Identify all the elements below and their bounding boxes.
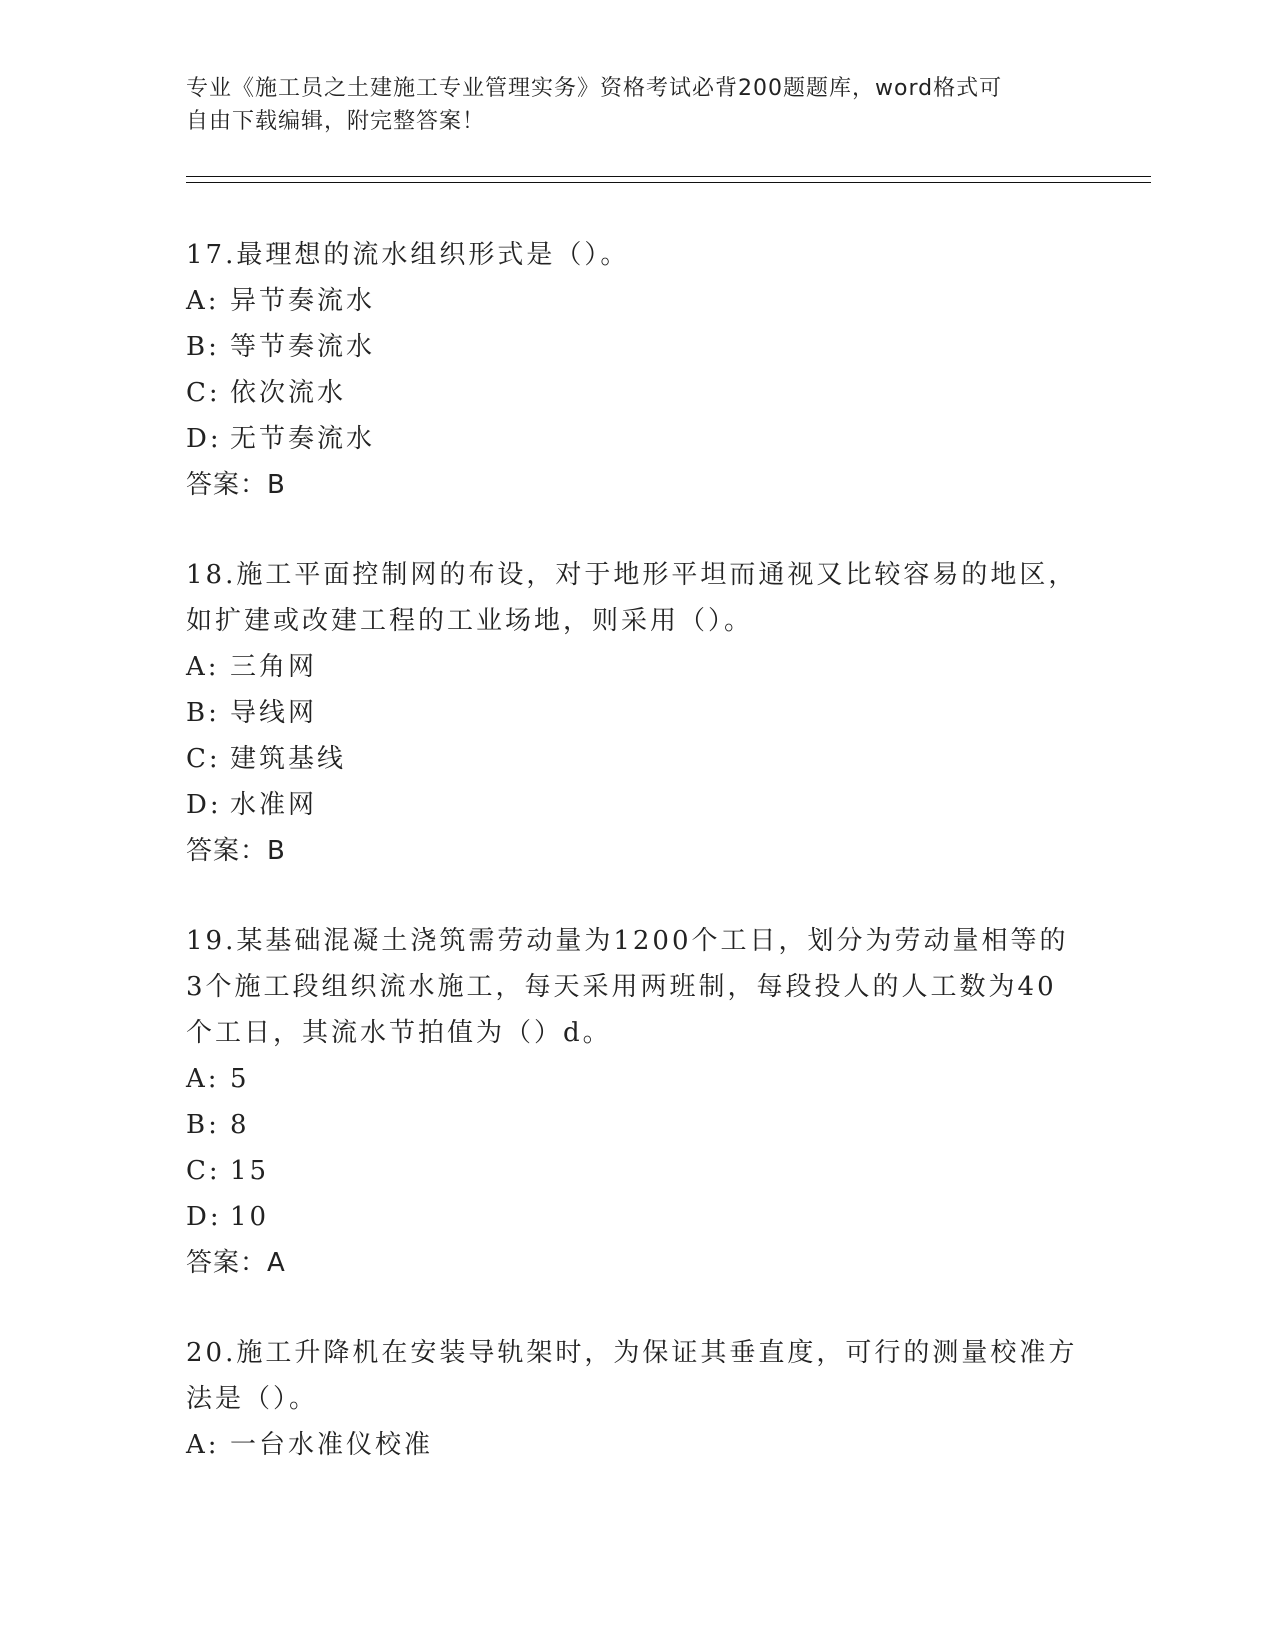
option-label: A: <box>186 652 220 682</box>
question-17 <box>186 232 1086 508</box>
option-text: 5 <box>230 1064 250 1094</box>
option-text: 建筑基线 <box>230 744 347 774</box>
option-label: C: <box>186 378 221 408</box>
answer-text: 答案：B <box>186 470 286 500</box>
option-c <box>186 736 1086 782</box>
question-20 <box>186 1330 1086 1468</box>
question-text: 如扩建或改建工程的工业场地，则采用（）。 <box>186 606 754 636</box>
option-text: 等节奏流水 <box>230 332 376 362</box>
option-b <box>186 690 1086 736</box>
option-label: D: <box>186 1202 222 1232</box>
option-a <box>186 278 1086 324</box>
question-text: 法是（）。 <box>186 1384 319 1414</box>
question-text: 3个施工段组织流水施工，每天采用两班制，每段投人的人工数为40 <box>186 972 1057 1002</box>
option-a <box>186 644 1086 690</box>
header-line-1: 专业《施工员之土建施工专业管理实务》资格考试必背200题题库，word格式可 <box>186 76 1003 101</box>
question-19 <box>186 918 1086 1286</box>
option-text: 15 <box>230 1156 270 1186</box>
question-text: 18.施工平面控制网的布设，对于地形平坦而通视又比较容易的地区， <box>186 560 1078 590</box>
answer-text: 答案：B <box>186 836 286 866</box>
option-label: C: <box>186 744 221 774</box>
option-text: 一台水准仪校准 <box>230 1430 434 1460</box>
option-a <box>186 1056 1086 1102</box>
question-text: 20.施工升降机在安装导轨架时，为保证其垂直度，可行的测量校准方 <box>186 1338 1078 1368</box>
option-text: 无节奏流水 <box>230 424 376 454</box>
header-divider-bottom <box>186 182 1151 183</box>
option-text: 依次流水 <box>230 378 347 408</box>
option-label: B: <box>186 698 220 728</box>
option-text: 三角网 <box>230 652 318 682</box>
option-a <box>186 1422 1086 1468</box>
option-d <box>186 416 1086 462</box>
option-b <box>186 1102 1086 1148</box>
option-text: 10 <box>230 1202 270 1232</box>
option-text: 水准网 <box>230 790 318 820</box>
option-label: B: <box>186 332 220 362</box>
option-c <box>186 1148 1086 1194</box>
answer-text: 答案：A <box>186 1248 286 1278</box>
question-text: 17.最理想的流水组织形式是（）。 <box>186 240 630 270</box>
question-text: 19.某基础混凝土浇筑需劳动量为1200个工日，划分为劳动量相等的 <box>186 926 1069 956</box>
option-c <box>186 370 1086 416</box>
option-label: A: <box>186 1430 220 1460</box>
header-line-2: 自由下载编辑，附完整答案！ <box>186 109 486 134</box>
option-text: 异节奏流水 <box>230 286 376 316</box>
option-b <box>186 324 1086 370</box>
option-label: A: <box>186 286 220 316</box>
question-18 <box>186 552 1086 874</box>
option-text: 导线网 <box>230 698 318 728</box>
option-d <box>186 782 1086 828</box>
question-list <box>186 232 1086 1468</box>
option-text: 8 <box>230 1110 250 1140</box>
question-text: 个工日，其流水节拍值为（）d。 <box>186 1018 612 1048</box>
option-label: C: <box>186 1156 221 1186</box>
option-d <box>186 1194 1086 1240</box>
document-header <box>186 72 1086 138</box>
option-label: B: <box>186 1110 220 1140</box>
option-label: D: <box>186 424 222 454</box>
option-label: A: <box>186 1064 220 1094</box>
header-divider-top <box>186 176 1151 177</box>
option-label: D: <box>186 790 222 820</box>
